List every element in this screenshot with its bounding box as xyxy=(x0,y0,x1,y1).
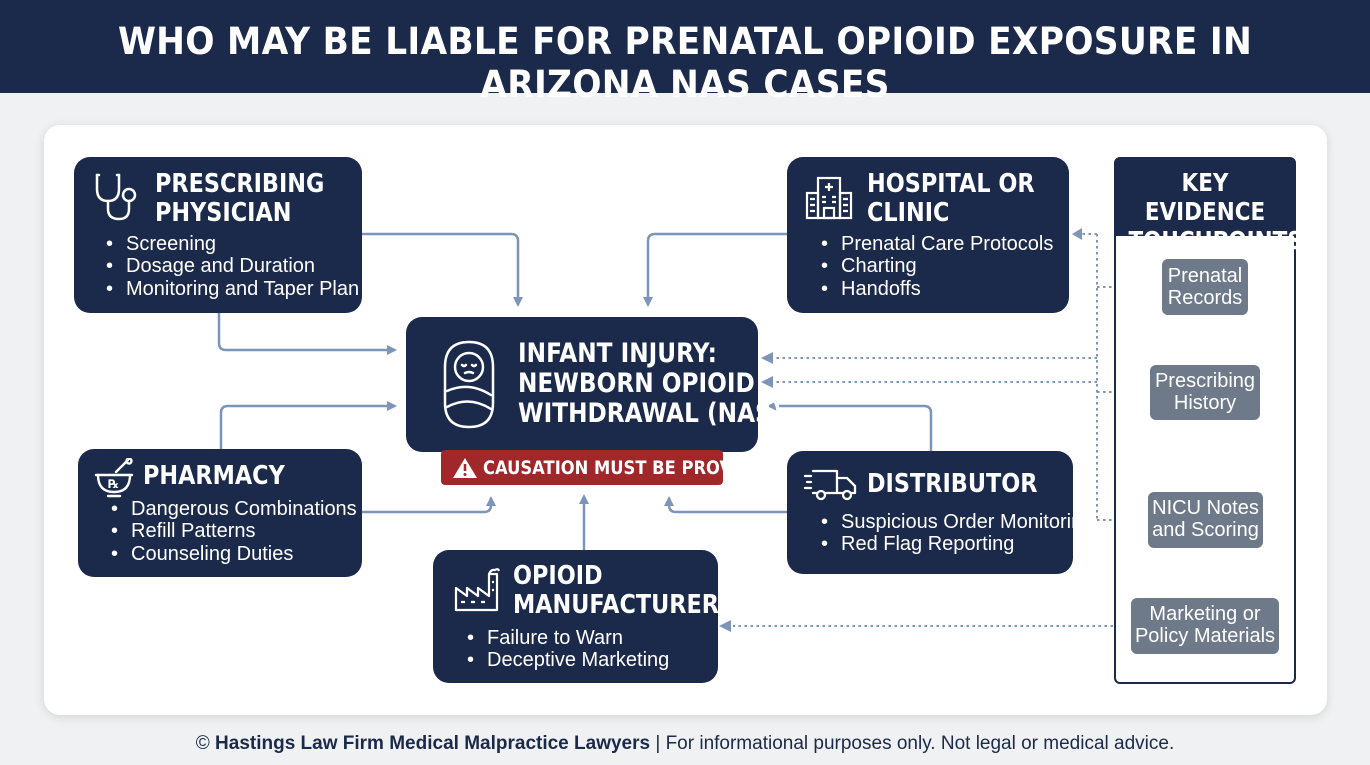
physician-item: • Dosage and Duration xyxy=(106,255,359,277)
manufacturer-title-line-2: MANUFACTURER xyxy=(513,590,719,620)
swaddled-baby-icon xyxy=(441,339,497,431)
pharmacy-box xyxy=(78,449,362,577)
distributor-list xyxy=(821,511,1093,556)
distributor-item: • Red Flag Reporting xyxy=(821,533,1093,555)
center-title-line-3: WITHDRAWAL (NAS) xyxy=(518,398,783,429)
factory-icon xyxy=(453,566,501,614)
center-title-line-2: NEWBORN OPIOID xyxy=(518,368,755,399)
evidence-item-line: and Scoring xyxy=(1152,519,1259,541)
center-title-line-1: INFANT INJURY: xyxy=(518,338,717,369)
hospital-item: • Prenatal Care Protocols xyxy=(821,233,1053,255)
physician-item: • Screening xyxy=(106,233,359,255)
physician-box xyxy=(74,157,362,313)
evidence-item-line: Prescribing xyxy=(1154,370,1256,392)
footer-firm-name: Hastings Law Firm Medical Malpractice Lawyers xyxy=(215,733,651,754)
manufacturer-item: • Deceptive Marketing xyxy=(467,649,669,671)
connector-hospital-top xyxy=(648,234,787,305)
causation-badge xyxy=(441,450,757,485)
connector-distributor-right xyxy=(769,406,931,451)
hospital-item: • Charting xyxy=(821,255,1053,277)
pharmacy-item: • Dangerous Combinations xyxy=(111,498,357,520)
pharmacy-title: PHARMACY xyxy=(143,461,285,491)
evidence-header xyxy=(1116,159,1303,255)
manufacturer-title-line-1: OPIOID xyxy=(513,561,603,591)
stethoscope-icon xyxy=(93,171,141,223)
hospital-box xyxy=(787,157,1069,313)
hospital-building-icon xyxy=(804,175,854,221)
physician-title-line-2: PHYSICIAN xyxy=(155,198,292,228)
evidence-title-line-1: KEY EVIDENCE xyxy=(1144,168,1266,226)
hospital-title-line-2: CLINIC xyxy=(867,198,950,228)
evidence-item-line: Marketing or xyxy=(1149,603,1261,625)
delivery-truck-icon xyxy=(803,467,857,501)
evidence-item-line: History xyxy=(1173,392,1237,414)
physician-title-line-1: PRESCRIBING xyxy=(155,169,325,199)
warning-icon xyxy=(452,457,478,479)
evidence-item-line: Records xyxy=(1167,287,1243,309)
evidence-item-line: Prenatal xyxy=(1167,265,1243,287)
hospital-title-line-1: HOSPITAL OR xyxy=(867,169,1035,199)
evidence-title-line-2: TOUCHPOINTS xyxy=(1128,226,1303,255)
connector-physician-top xyxy=(362,234,518,305)
evidence-item-line: Policy Materials xyxy=(1134,625,1276,647)
svg-text:℞: ℞ xyxy=(108,477,119,491)
evidence-item-prescribing-history xyxy=(1150,365,1260,420)
distributor-box xyxy=(787,451,1094,574)
footer xyxy=(0,733,1370,755)
hospital-item: • Handoffs xyxy=(821,278,1053,300)
pharmacy-item: • Refill Patterns xyxy=(111,520,357,542)
pharmacy-item: • Counseling Duties xyxy=(111,543,357,565)
hospital-list xyxy=(821,233,1053,300)
evidence-item-prenatal-records xyxy=(1162,259,1248,315)
evidence-item-nicu-notes xyxy=(1148,492,1263,548)
pharmacy-list xyxy=(111,498,357,565)
distributor-item: • Suspicious Order Monitoring xyxy=(821,511,1093,533)
evidence-item-line: NICU Notes xyxy=(1152,497,1259,519)
causation-text: CAUSATION MUST BE PROVEN xyxy=(483,457,757,479)
connector-distributor-bottom xyxy=(669,498,787,512)
manufacturer-item: • Failure to Warn xyxy=(467,627,669,649)
footer-disclaimer: | For informational purposes only. Not legal or medical advice. xyxy=(650,733,1175,754)
mortar-pestle-icon xyxy=(94,458,134,498)
distributor-title: DISTRIBUTOR xyxy=(867,469,1038,499)
infant-injury-box xyxy=(406,317,783,452)
manufacturer-list xyxy=(467,627,669,672)
physician-item: • Monitoring and Taper Plan xyxy=(106,278,359,300)
manufacturer-box xyxy=(433,550,718,683)
physician-list xyxy=(106,233,359,300)
connector-pharmacy-left xyxy=(221,406,395,449)
copyright-symbol: © xyxy=(195,733,210,754)
evidence-item-marketing-materials xyxy=(1131,598,1279,654)
page-title: WHO MAY BE LIABLE FOR PRENATAL OPIOID EXPOSURE IN ARIZONA NAS CASES xyxy=(117,20,1253,106)
connector-pharmacy-bottom xyxy=(362,498,491,512)
connector-physician-left xyxy=(219,313,395,350)
